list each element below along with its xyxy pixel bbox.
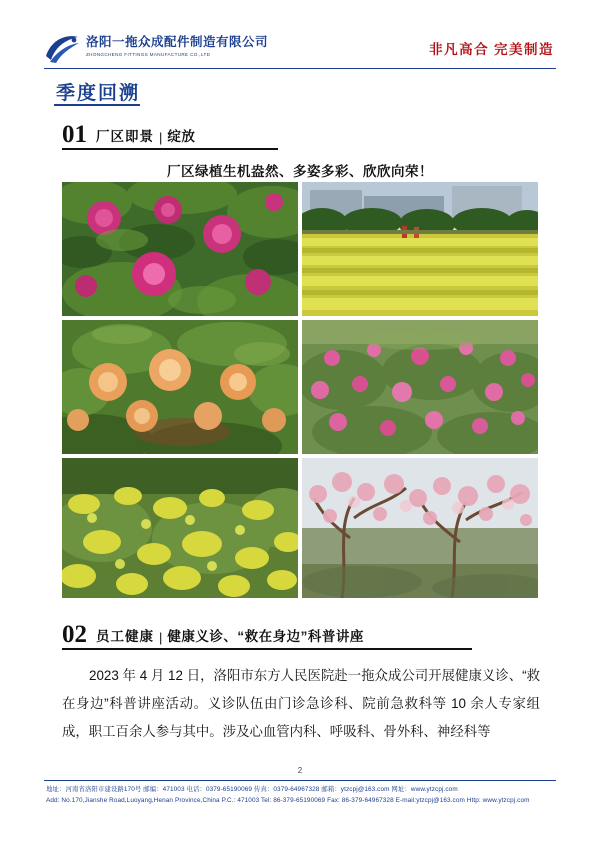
block-02-rule [62,648,472,650]
company-name-en: ZHONGCHENG FITTINGS MANUFACTURE CO.,LTD [86,52,211,57]
page-footer [46,784,554,806]
block-01-separator: | [159,130,163,145]
photo-rapeseed-field [302,182,538,316]
page-header [44,34,556,68]
photo-peony-orange [62,320,298,454]
photo-row-3 [62,458,538,598]
photo-row-2 [62,320,538,454]
page-title-underline [54,104,140,106]
block-02-paragraph [62,662,540,746]
photo-grid [62,182,538,602]
block-01-label: 厂区即景 [96,129,154,144]
photo-yellow-flowers [62,458,298,598]
block-02-label: 员工健康 [96,629,154,644]
page-title: 季度回溯 [56,83,141,104]
photo-blossom-tree [302,458,538,598]
page-number: 2 [297,766,303,775]
company-slogan: 非凡高合 完美制造 [429,42,554,57]
swoosh-logo-icon [44,34,80,64]
header-divider [44,68,556,69]
block-01-rule [62,148,278,150]
block-02-subtitle: 健康义诊、“救在身边”科普讲座 [167,629,364,644]
block-02-separator: | [159,630,163,645]
paragraph-text: 2023 年 4 月 12 日，洛阳市东方人民医院赴一拖众成公司开展健康义诊、“救在身边”科普讲座活动。义诊队伍由门诊急诊科、院前急救科等 10 余人专家组成，职工百余人参与其中。涉及心血管内科、呼吸科、骨外科、神经科等 [62,668,540,739]
photo-grid-caption: 厂区绿植生机盎然、多姿多彩、欣欣向荣！ [167,164,433,179]
photo-peony-pink [62,182,298,316]
block-02-number: 02 [62,621,87,648]
footer-contact-en: Add: No.170,Jianshe Road,Luoyang,Henan Province,China P.C.: 471003 Tel: 86-379-65190069 Fax: 86-379-64967328 E-mail:ytzcpj@163.com Http: www.ytzcpj.com [46,797,530,804]
block-01-heading [62,122,195,147]
block-01-number: 01 [62,121,87,148]
photo-rose-garden [302,320,538,454]
photo-row-1 [62,182,538,316]
company-logo [44,34,268,64]
footer-contact-cn: 地址：河南省洛阳市建设路170号 邮编：471003 电话：0379-65190069 传真：0379-64967328 邮箱：ytzcpj@163.com 网址：www.ytzcpj.com [46,786,458,793]
company-name-cn: 洛阳一拖众成配件制造有限公司 [86,35,269,49]
block-02-heading [62,622,364,647]
block-01-subtitle: 绽放 [167,129,196,144]
company-name-block [86,35,268,58]
footer-divider [44,780,556,781]
